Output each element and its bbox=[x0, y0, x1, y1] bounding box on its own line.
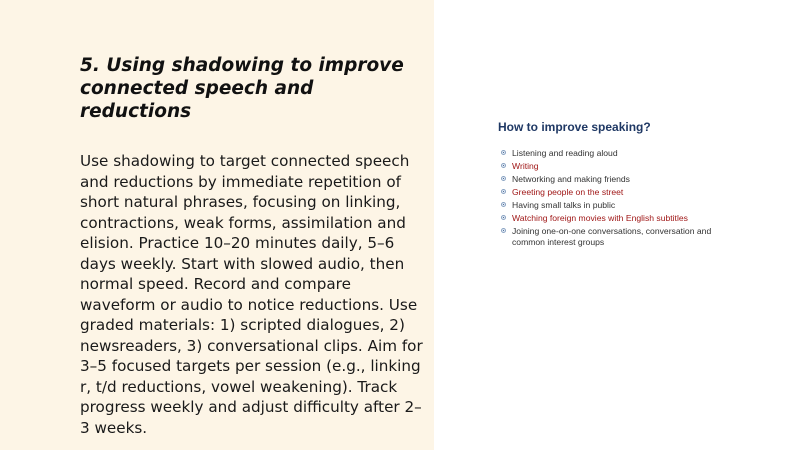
speaking-tips-image bbox=[498, 120, 728, 250]
bullet-icon bbox=[501, 215, 506, 220]
speaking-tips-heading: How to improve speaking? bbox=[498, 120, 651, 134]
speaking-tip-text: Networking and making friends bbox=[512, 174, 630, 184]
speaking-tip-item bbox=[498, 200, 728, 211]
speaking-tips-list bbox=[498, 148, 728, 248]
speaking-tip-item bbox=[498, 187, 728, 198]
bullet-icon bbox=[501, 189, 506, 194]
speaking-tip-text: Greeting people on the street bbox=[512, 187, 624, 197]
speaking-tip-text: Joining one-on-one conversations, conversation and common interest groups bbox=[512, 226, 712, 247]
speaking-tip-text: Having small talks in public bbox=[512, 200, 616, 210]
speaking-tip-item bbox=[498, 148, 728, 159]
speaking-tip-item bbox=[498, 213, 728, 224]
bullet-icon bbox=[501, 150, 506, 155]
slide-body-text: Use shadowing to target connected speech and reductions by immediate repetition of short natural phrases, focusing on linking, contractions, weak forms, assimilation and elision. Practice 10–20 minutes daily, 5–6 days weekly. Start with slowed audio, then normal speed. Record and compare waveform or audio to notice reductions. Use graded materials: 1) scripted dialogues, 2) newsreaders, 3) conversational clips. Aim for 3–5 focused targets per session (e.g., linking r, t/d reductions, vowel weakening). Track progress weekly and adjust difficulty after 2–3 weeks. bbox=[80, 152, 423, 437]
speaking-tip-text: Watching foreign movies with English subtitles bbox=[512, 213, 688, 223]
speaking-tip-item bbox=[498, 226, 728, 248]
slide-title: 5. Using shadowing to improve connected speech and reductions bbox=[80, 55, 404, 122]
speaking-tip-text: Writing bbox=[512, 161, 539, 171]
bullet-icon bbox=[501, 176, 506, 181]
bullet-icon bbox=[501, 202, 506, 207]
speaking-tip-item bbox=[498, 161, 728, 172]
speaking-tip-item bbox=[498, 174, 728, 185]
bullet-icon bbox=[501, 228, 506, 233]
speaking-tip-text: Listening and reading aloud bbox=[512, 148, 618, 158]
bullet-icon bbox=[501, 163, 506, 168]
